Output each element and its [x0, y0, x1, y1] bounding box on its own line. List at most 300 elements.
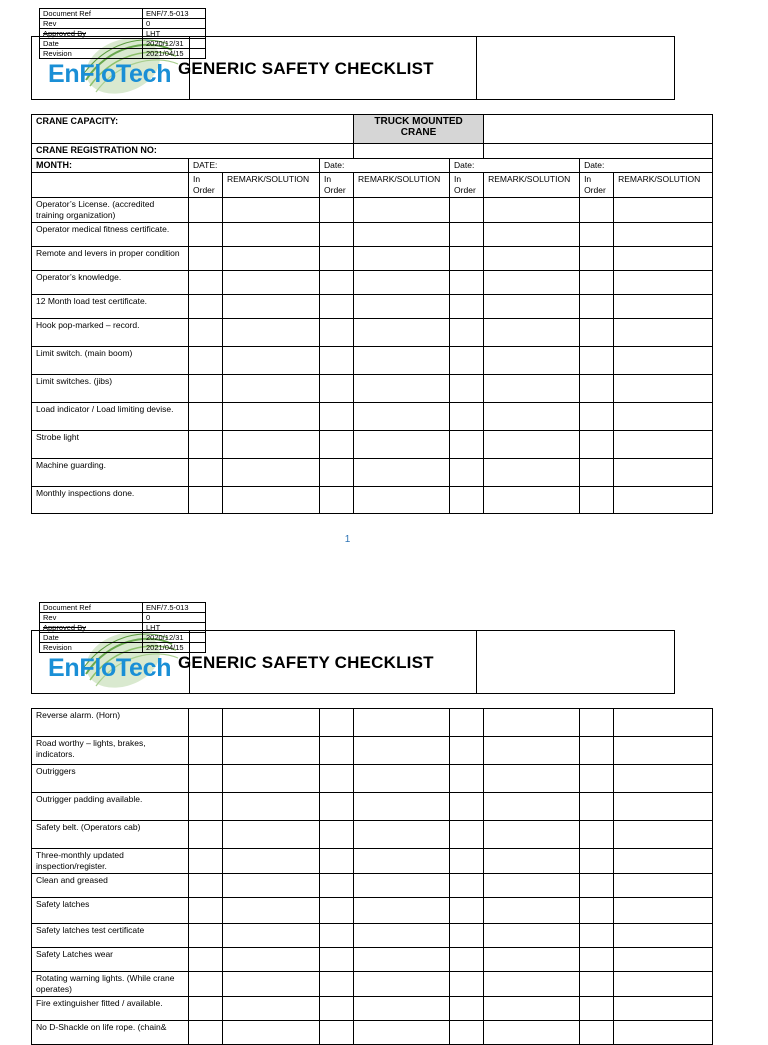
- remark-cell[interactable]: [614, 972, 713, 997]
- meta-value: 0: [143, 19, 206, 29]
- remark-cell[interactable]: [354, 347, 450, 375]
- remark-cell[interactable]: [223, 874, 320, 898]
- logo-text: EnFloTech: [48, 60, 172, 88]
- remark-cell[interactable]: [354, 821, 450, 849]
- in-order-cell[interactable]: [450, 737, 484, 765]
- crane-type: TRUCK MOUNTED CRANE: [354, 115, 484, 144]
- remark-cell[interactable]: [354, 375, 450, 403]
- checklist-row: [32, 924, 713, 948]
- checklist-row: [32, 487, 713, 514]
- checklist-items: [32, 709, 713, 1045]
- in-order-cell[interactable]: [450, 487, 484, 514]
- crane-registration-value[interactable]: [354, 144, 484, 159]
- checklist-row: [32, 347, 713, 375]
- remark-cell[interactable]: [354, 898, 450, 924]
- in-order-cell[interactable]: [580, 765, 614, 793]
- remark-cell[interactable]: [484, 898, 580, 924]
- remark-cell[interactable]: [354, 765, 450, 793]
- remark-cell[interactable]: [614, 874, 713, 898]
- remark-cell[interactable]: [484, 487, 580, 514]
- meta-key: Document Ref: [40, 9, 143, 19]
- checklist-item-label: Safety Latches wear: [32, 948, 189, 972]
- in-order-cell[interactable]: [450, 793, 484, 821]
- in-order-cell[interactable]: [320, 1021, 354, 1045]
- remark-cell[interactable]: [354, 874, 450, 898]
- checklist-item-label: Machine guarding.: [32, 459, 189, 487]
- checklist-item-label: Reverse alarm. (Horn): [32, 709, 189, 737]
- remark-cell[interactable]: [484, 874, 580, 898]
- in-order-cell[interactable]: [189, 972, 223, 997]
- remark-cell[interactable]: [484, 948, 580, 972]
- in-order-cell[interactable]: [320, 459, 354, 487]
- in-order-cell[interactable]: [450, 223, 484, 247]
- in-order-cell[interactable]: [580, 223, 614, 247]
- in-order-cell[interactable]: [450, 948, 484, 972]
- in-order-cell[interactable]: [450, 765, 484, 793]
- remark-header: REMARK/SOLUTION: [484, 173, 580, 198]
- remark-cell[interactable]: [484, 295, 580, 319]
- remark-cell[interactable]: [223, 793, 320, 821]
- in-order-cell[interactable]: [189, 997, 223, 1021]
- remark-cell[interactable]: [223, 765, 320, 793]
- in-order-cell[interactable]: [450, 924, 484, 948]
- in-order-cell[interactable]: [189, 948, 223, 972]
- checklist-item-label: Limit switches. (jibs): [32, 375, 189, 403]
- in-order-header: In Order: [320, 173, 354, 198]
- checklist-table-page-1: [31, 114, 713, 514]
- checklist-row: [32, 319, 713, 347]
- remark-cell[interactable]: [484, 375, 580, 403]
- remark-cell[interactable]: [614, 347, 713, 375]
- in-order-cell[interactable]: [320, 198, 354, 223]
- in-order-cell[interactable]: [580, 924, 614, 948]
- meta-key: Revision: [40, 643, 143, 653]
- in-order-cell[interactable]: [450, 1021, 484, 1045]
- in-order-cell[interactable]: [580, 898, 614, 924]
- meta-value: 2020/12/31: [143, 39, 206, 49]
- checklist-row: [32, 793, 713, 821]
- in-order-cell[interactable]: [189, 403, 223, 431]
- in-order-cell[interactable]: [189, 737, 223, 765]
- remark-cell[interactable]: [614, 849, 713, 874]
- in-order-cell[interactable]: [580, 1021, 614, 1045]
- date-label[interactable]: Date:: [450, 159, 580, 173]
- meta-key: Rev: [40, 613, 143, 623]
- remark-cell[interactable]: [354, 924, 450, 948]
- meta-value: ENF/7.5-013: [143, 9, 206, 19]
- in-order-cell[interactable]: [189, 431, 223, 459]
- in-order-cell[interactable]: [189, 247, 223, 271]
- checklist-row: [32, 737, 713, 765]
- remark-cell[interactable]: [484, 709, 580, 737]
- in-order-cell[interactable]: [320, 487, 354, 514]
- in-order-header: In Order: [450, 173, 484, 198]
- date-label[interactable]: Date:: [320, 159, 450, 173]
- in-order-cell[interactable]: [580, 972, 614, 997]
- in-order-header: In Order: [189, 173, 223, 198]
- checklist-item-label: Three-monthly updated inspection/register.: [32, 849, 189, 874]
- remark-cell[interactable]: [354, 247, 450, 271]
- remark-cell[interactable]: [354, 223, 450, 247]
- date-label[interactable]: Date:: [580, 159, 713, 173]
- in-order-cell[interactable]: [580, 821, 614, 849]
- checklist-item-label: Safety latches: [32, 898, 189, 924]
- in-order-cell[interactable]: [450, 849, 484, 874]
- in-order-cell[interactable]: [580, 487, 614, 514]
- in-order-cell[interactable]: [320, 948, 354, 972]
- remark-cell[interactable]: [354, 948, 450, 972]
- remark-cell[interactable]: [484, 821, 580, 849]
- in-order-cell[interactable]: [320, 347, 354, 375]
- in-order-cell[interactable]: [320, 924, 354, 948]
- in-order-cell[interactable]: [580, 347, 614, 375]
- in-order-cell[interactable]: [450, 709, 484, 737]
- meta-value: 2021/04/15: [143, 49, 206, 59]
- remark-cell[interactable]: [223, 948, 320, 972]
- remark-cell[interactable]: [484, 223, 580, 247]
- checklist-table-page-2: [31, 708, 713, 1045]
- remark-cell[interactable]: [354, 459, 450, 487]
- remark-cell[interactable]: [354, 487, 450, 514]
- remark-cell[interactable]: [223, 247, 320, 271]
- in-order-cell[interactable]: [189, 924, 223, 948]
- in-order-cell[interactable]: [189, 874, 223, 898]
- in-order-cell[interactable]: [580, 948, 614, 972]
- remark-cell[interactable]: [614, 459, 713, 487]
- remark-cell[interactable]: [484, 403, 580, 431]
- in-order-cell[interactable]: [450, 295, 484, 319]
- page-title: GENERIC SAFETY CHECKLIST: [178, 653, 434, 672]
- in-order-cell[interactable]: [189, 319, 223, 347]
- in-order-cell[interactable]: [580, 431, 614, 459]
- date-label[interactable]: DATE:: [189, 159, 320, 173]
- remark-cell[interactable]: [484, 319, 580, 347]
- in-order-cell[interactable]: [320, 431, 354, 459]
- meta-value: 2021/04/15: [143, 643, 206, 653]
- remark-cell[interactable]: [614, 375, 713, 403]
- checklist-item-label: Rotating warning lights. (While crane operates): [32, 972, 189, 997]
- checklist-item-label: Fire extinguisher fitted / available.: [32, 997, 189, 1021]
- in-order-cell[interactable]: [320, 874, 354, 898]
- remark-cell[interactable]: [614, 295, 713, 319]
- remark-cell[interactable]: [354, 972, 450, 997]
- checklist-item-label: Monthly inspections done.: [32, 487, 189, 514]
- remark-cell[interactable]: [354, 849, 450, 874]
- crane-registration-value[interactable]: [484, 144, 713, 159]
- in-order-cell[interactable]: [580, 459, 614, 487]
- meta-key: Date: [40, 39, 143, 49]
- in-order-cell[interactable]: [580, 198, 614, 223]
- month-label: MONTH:: [32, 159, 189, 173]
- remark-cell[interactable]: [223, 1021, 320, 1045]
- checklist-items: [32, 198, 713, 514]
- remark-cell[interactable]: [614, 821, 713, 849]
- in-order-cell[interactable]: [320, 793, 354, 821]
- in-order-cell[interactable]: [320, 319, 354, 347]
- in-order-cell[interactable]: [189, 271, 223, 295]
- in-order-cell[interactable]: [450, 247, 484, 271]
- checklist-row: [32, 459, 713, 487]
- remark-cell[interactable]: [354, 793, 450, 821]
- checklist-row: [32, 972, 713, 997]
- in-order-cell[interactable]: [450, 319, 484, 347]
- remark-cell[interactable]: [484, 1021, 580, 1045]
- remark-cell[interactable]: [223, 972, 320, 997]
- remark-cell[interactable]: [614, 487, 713, 514]
- remark-cell[interactable]: [223, 198, 320, 223]
- remark-header: REMARK/SOLUTION: [354, 173, 450, 198]
- page-number: 1: [344, 534, 351, 545]
- remark-cell[interactable]: [484, 271, 580, 295]
- remark-cell[interactable]: [223, 821, 320, 849]
- in-order-cell[interactable]: [320, 375, 354, 403]
- checklist-item-label: Strobe light: [32, 431, 189, 459]
- remark-cell[interactable]: [614, 198, 713, 223]
- in-order-cell[interactable]: [189, 765, 223, 793]
- in-order-cell[interactable]: [189, 1021, 223, 1045]
- checklist-item-label: No D-Shackle on life rope. (chain&: [32, 1021, 189, 1045]
- checklist-row: [32, 1021, 713, 1045]
- remark-cell[interactable]: [484, 459, 580, 487]
- in-order-cell[interactable]: [450, 403, 484, 431]
- remark-cell[interactable]: [223, 271, 320, 295]
- in-order-cell[interactable]: [450, 898, 484, 924]
- remark-cell[interactable]: [484, 198, 580, 223]
- remark-cell[interactable]: [354, 709, 450, 737]
- header-divider: [476, 631, 477, 693]
- document-meta-table: [39, 602, 206, 653]
- in-order-cell[interactable]: [450, 198, 484, 223]
- checklist-item-label: Clean and greased: [32, 874, 189, 898]
- checklist-row: [32, 765, 713, 793]
- remark-cell[interactable]: [354, 431, 450, 459]
- in-order-cell[interactable]: [320, 223, 354, 247]
- crane-capacity-value[interactable]: [484, 115, 713, 144]
- in-order-cell[interactable]: [580, 403, 614, 431]
- in-order-header: In Order: [580, 173, 614, 198]
- checklist-row: [32, 898, 713, 924]
- in-order-cell[interactable]: [450, 375, 484, 403]
- checklist-row: [32, 431, 713, 459]
- in-order-cell[interactable]: [450, 347, 484, 375]
- remark-cell[interactable]: [484, 765, 580, 793]
- remark-cell[interactable]: [484, 737, 580, 765]
- remark-header: REMARK/SOLUTION: [614, 173, 713, 198]
- checklist-row: [32, 375, 713, 403]
- in-order-cell[interactable]: [320, 295, 354, 319]
- remark-cell[interactable]: [223, 347, 320, 375]
- in-order-cell[interactable]: [320, 737, 354, 765]
- in-order-cell[interactable]: [320, 821, 354, 849]
- in-order-cell[interactable]: [189, 898, 223, 924]
- remark-cell[interactable]: [354, 403, 450, 431]
- remark-cell[interactable]: [354, 997, 450, 1021]
- in-order-cell[interactable]: [580, 271, 614, 295]
- in-order-cell[interactable]: [580, 247, 614, 271]
- checklist-row: [32, 709, 713, 737]
- remark-cell[interactable]: [484, 924, 580, 948]
- crane-registration-label: CRANE REGISTRATION NO:: [32, 144, 354, 159]
- remark-cell[interactable]: [614, 765, 713, 793]
- in-order-cell[interactable]: [580, 793, 614, 821]
- meta-key: Rev: [40, 19, 143, 29]
- remark-cell[interactable]: [223, 223, 320, 247]
- checklist-row: [32, 198, 713, 223]
- remark-cell[interactable]: [354, 1021, 450, 1045]
- meta-value: 0: [143, 613, 206, 623]
- in-order-cell[interactable]: [450, 821, 484, 849]
- in-order-cell[interactable]: [450, 874, 484, 898]
- document-meta-table: [39, 8, 206, 59]
- remark-cell[interactable]: [223, 737, 320, 765]
- checklist-row: [32, 271, 713, 295]
- meta-value: LHT: [143, 623, 206, 633]
- checklist-item-label: Operator’s knowledge.: [32, 271, 189, 295]
- in-order-cell[interactable]: [580, 709, 614, 737]
- in-order-cell[interactable]: [320, 849, 354, 874]
- remark-cell[interactable]: [614, 431, 713, 459]
- checklist-row: [32, 223, 713, 247]
- checklist-item-label: Operator’s License. (accredited training organization): [32, 198, 189, 223]
- meta-key: Document Ref: [40, 603, 143, 613]
- in-order-cell[interactable]: [450, 972, 484, 997]
- in-order-cell[interactable]: [580, 295, 614, 319]
- meta-key: Date: [40, 633, 143, 643]
- in-order-cell[interactable]: [450, 997, 484, 1021]
- in-order-cell[interactable]: [580, 737, 614, 765]
- remark-cell[interactable]: [614, 997, 713, 1021]
- in-order-cell[interactable]: [320, 997, 354, 1021]
- remark-cell[interactable]: [223, 487, 320, 514]
- in-order-cell[interactable]: [580, 849, 614, 874]
- checklist-item-label: 12 Month load test certificate.: [32, 295, 189, 319]
- in-order-cell[interactable]: [450, 459, 484, 487]
- blank-cell: [32, 173, 189, 198]
- remark-cell[interactable]: [614, 247, 713, 271]
- remark-cell[interactable]: [354, 319, 450, 347]
- remark-cell[interactable]: [614, 271, 713, 295]
- remark-cell[interactable]: [614, 948, 713, 972]
- checklist-item-label: Outrigger padding available.: [32, 793, 189, 821]
- remark-cell[interactable]: [614, 403, 713, 431]
- checklist-item-label: Limit switch. (main boom): [32, 347, 189, 375]
- in-order-cell[interactable]: [189, 198, 223, 223]
- remark-cell[interactable]: [223, 295, 320, 319]
- page-title: GENERIC SAFETY CHECKLIST: [178, 59, 434, 78]
- in-order-cell[interactable]: [320, 403, 354, 431]
- remark-cell[interactable]: [223, 431, 320, 459]
- remark-cell[interactable]: [354, 198, 450, 223]
- remark-cell[interactable]: [484, 247, 580, 271]
- meta-value: LHT: [143, 29, 206, 39]
- remark-cell[interactable]: [614, 709, 713, 737]
- remark-cell[interactable]: [223, 849, 320, 874]
- in-order-cell[interactable]: [189, 793, 223, 821]
- in-order-cell[interactable]: [320, 709, 354, 737]
- remark-cell[interactable]: [223, 709, 320, 737]
- in-order-cell[interactable]: [189, 849, 223, 874]
- checklist-item-label: Operator medical fitness certificate.: [32, 223, 189, 247]
- remark-cell[interactable]: [223, 375, 320, 403]
- header-divider: [476, 37, 477, 99]
- in-order-cell[interactable]: [580, 375, 614, 403]
- in-order-cell[interactable]: [189, 375, 223, 403]
- in-order-cell[interactable]: [320, 247, 354, 271]
- remark-cell[interactable]: [223, 898, 320, 924]
- meta-value: ENF/7.5-013: [143, 603, 206, 613]
- in-order-cell[interactable]: [580, 319, 614, 347]
- in-order-cell[interactable]: [189, 487, 223, 514]
- in-order-cell[interactable]: [450, 431, 484, 459]
- remark-cell[interactable]: [484, 972, 580, 997]
- in-order-cell[interactable]: [320, 271, 354, 295]
- checklist-item-label: Remote and levers in proper condition: [32, 247, 189, 271]
- remark-cell[interactable]: [484, 997, 580, 1021]
- checklist-row: [32, 295, 713, 319]
- remark-cell[interactable]: [614, 898, 713, 924]
- in-order-cell[interactable]: [189, 295, 223, 319]
- remark-cell[interactable]: [614, 924, 713, 948]
- logo-text: EnFloTech: [48, 654, 172, 682]
- in-order-cell[interactable]: [580, 874, 614, 898]
- in-order-cell[interactable]: [189, 459, 223, 487]
- remark-cell[interactable]: [223, 403, 320, 431]
- remark-cell[interactable]: [614, 319, 713, 347]
- in-order-cell[interactable]: [320, 765, 354, 793]
- checklist-item-label: Safety latches test certificate: [32, 924, 189, 948]
- in-order-cell[interactable]: [189, 709, 223, 737]
- remark-cell[interactable]: [223, 997, 320, 1021]
- remark-cell[interactable]: [614, 737, 713, 765]
- crane-capacity-label: CRANE CAPACITY:: [32, 115, 354, 144]
- remark-cell[interactable]: [223, 459, 320, 487]
- in-order-cell[interactable]: [450, 271, 484, 295]
- remark-cell[interactable]: [484, 347, 580, 375]
- in-order-cell[interactable]: [320, 972, 354, 997]
- checklist-item-label: Hook pop-marked – record.: [32, 319, 189, 347]
- in-order-cell[interactable]: [320, 898, 354, 924]
- remark-cell[interactable]: [614, 793, 713, 821]
- in-order-cell[interactable]: [189, 821, 223, 849]
- checklist-row: [32, 948, 713, 972]
- checklist-item-label: Safety belt. (Operators cab): [32, 821, 189, 849]
- checklist-item-label: Road worthy – lights, brakes, indicators.: [32, 737, 189, 765]
- checklist-row: [32, 247, 713, 271]
- checklist-row: [32, 997, 713, 1021]
- remark-cell[interactable]: [484, 849, 580, 874]
- in-order-cell[interactable]: [580, 997, 614, 1021]
- remark-cell[interactable]: [354, 295, 450, 319]
- checklist-row: [32, 849, 713, 874]
- remark-cell[interactable]: [484, 431, 580, 459]
- checklist-item-label: Outriggers: [32, 765, 189, 793]
- remark-cell[interactable]: [484, 793, 580, 821]
- remark-cell[interactable]: [354, 737, 450, 765]
- meta-key: Approved By: [43, 29, 86, 38]
- remark-cell[interactable]: [614, 223, 713, 247]
- remark-cell[interactable]: [614, 1021, 713, 1045]
- remark-cell[interactable]: [354, 271, 450, 295]
- checklist-row: [32, 874, 713, 898]
- remark-cell[interactable]: [223, 319, 320, 347]
- meta-value: 2020/12/31: [143, 633, 206, 643]
- checklist-row: [32, 403, 713, 431]
- checklist-row: [32, 821, 713, 849]
- in-order-cell[interactable]: [189, 347, 223, 375]
- checklist-item-label: Load indicator / Load limiting devise.: [32, 403, 189, 431]
- remark-cell[interactable]: [223, 924, 320, 948]
- in-order-cell[interactable]: [189, 223, 223, 247]
